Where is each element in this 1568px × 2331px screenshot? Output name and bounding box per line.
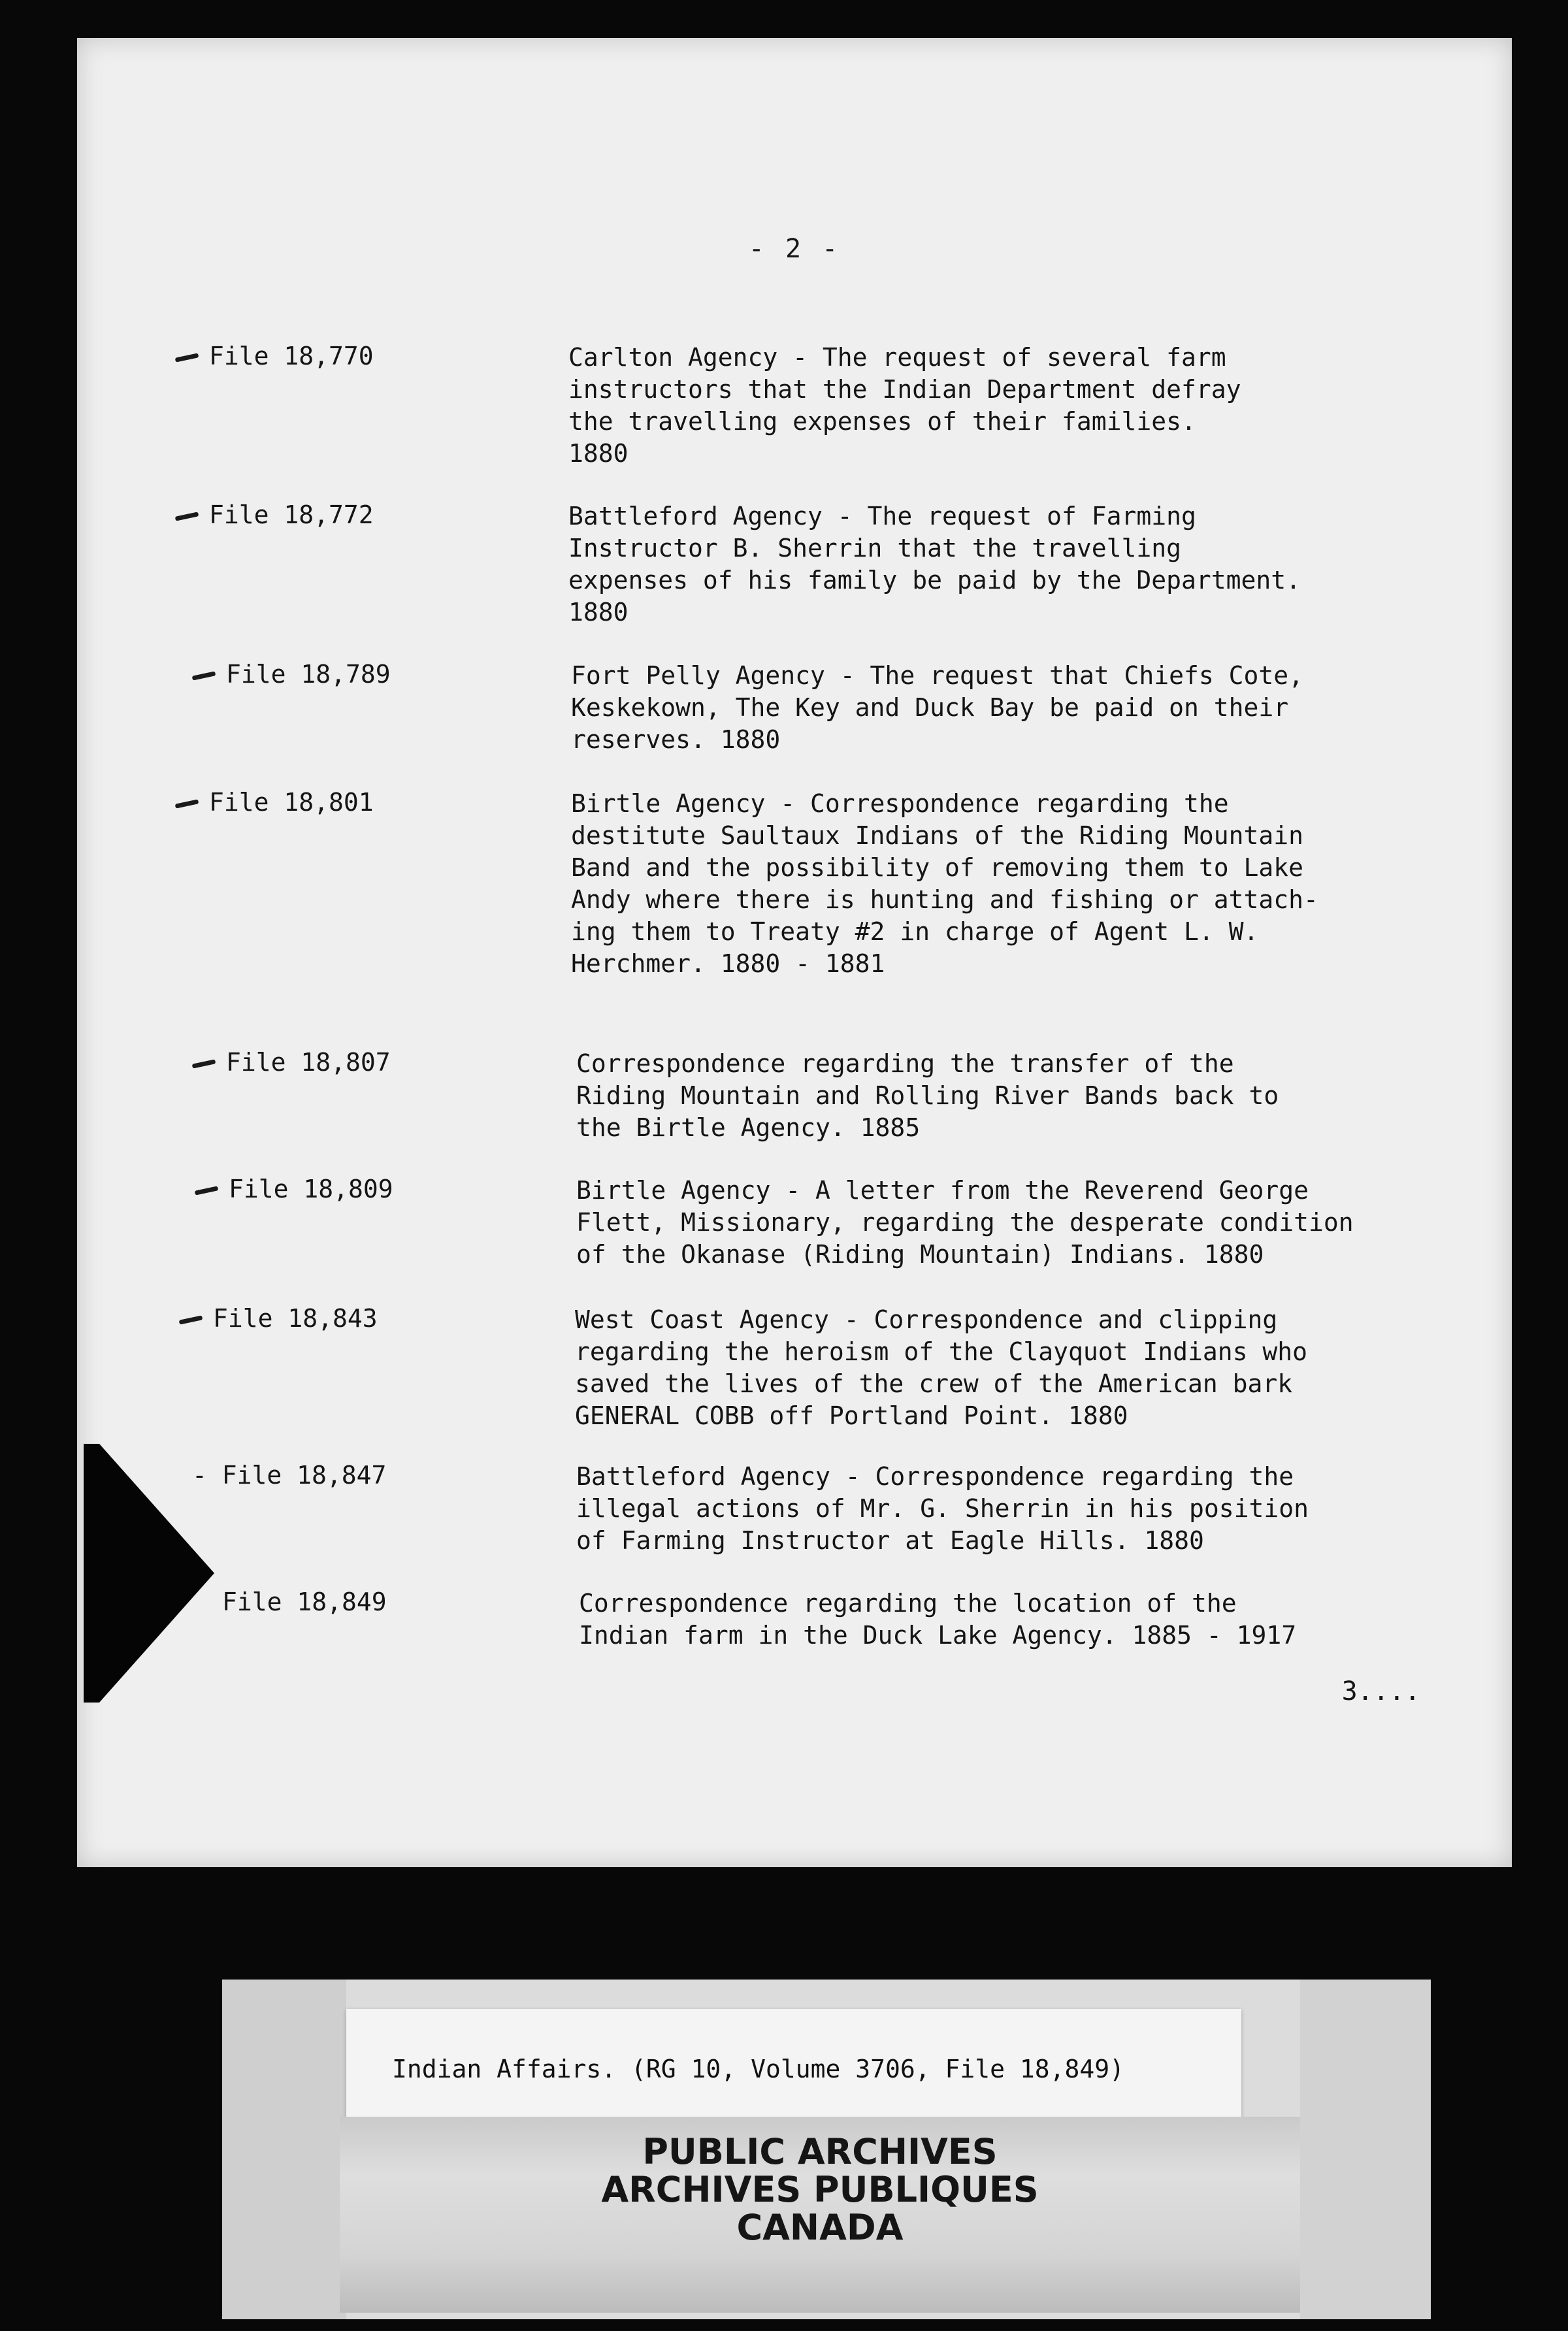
file-number-text: File 18,807 <box>226 1048 391 1077</box>
description-line: Battleford Agency - The request of Farming <box>568 502 1196 530</box>
file-description <box>576 1048 1478 1144</box>
description-line: Birtle Agency - Correspondence regarding the <box>571 789 1229 818</box>
description-line: of the Okanase (Riding Mountain) Indians. 1880 <box>576 1240 1264 1269</box>
description-line: GENERAL COBB off Portland Point. 1880 <box>575 1401 1128 1430</box>
file-description <box>575 1304 1477 1432</box>
check-mark-icon <box>192 1059 216 1068</box>
check-mark-icon <box>195 1186 219 1195</box>
file-number <box>179 1304 506 1333</box>
description-line: illegal actions of Mr. G. Sherrin in his position <box>576 1494 1309 1523</box>
description-line: 1880 <box>568 598 629 627</box>
check-mark-icon <box>175 353 199 362</box>
description-line: expenses of his family be paid by the Department. <box>568 566 1301 595</box>
description-line: reserves. 1880 <box>571 725 781 754</box>
file-number-text: File 18,772 <box>209 500 374 529</box>
file-number-text: File 18,847 <box>221 1461 387 1490</box>
stamp-line: PUBLIC ARCHIVES <box>642 2131 998 2172</box>
description-line: ing them to Treaty #2 in charge of Agent L. W. <box>571 917 1259 946</box>
file-number <box>175 342 502 370</box>
check-mark-icon <box>192 671 216 680</box>
file-description <box>579 1588 1480 1652</box>
check-mark-icon <box>175 512 199 521</box>
file-number-text: File 18,770 <box>209 342 374 370</box>
page-number: - 2 - <box>748 234 841 264</box>
description-line: West Coast Agency - Correspondence and clipping <box>575 1305 1278 1334</box>
stamp-line: ARCHIVES PUBLIQUES <box>601 2169 1039 2210</box>
file-description <box>568 342 1470 470</box>
archive-reference: Indian Affairs. (RG 10, Volume 3706, File 18,849) <box>392 2055 1125 2083</box>
description-line: instructors that the Indian Department defray <box>568 375 1241 404</box>
file-number <box>192 660 519 689</box>
file-number <box>192 1461 519 1490</box>
document-page <box>77 38 1512 1867</box>
stamp-line: CANADA <box>736 2207 904 2248</box>
description-line: Instructor B. Sherrin that the travelling <box>568 534 1181 562</box>
continued-marker: 3.... <box>1341 1676 1420 1706</box>
description-line: Herchmer. 1880 - 1881 <box>571 949 885 978</box>
file-number-text: File 18,789 <box>226 660 391 689</box>
file-number <box>195 1175 521 1203</box>
description-line: destitute Saultaux Indians of the Riding Mountain <box>571 821 1304 850</box>
file-number-text: File 18,849 <box>222 1588 387 1616</box>
file-number-text: File 18,809 <box>229 1175 393 1203</box>
description-line: Keskekown, The Key and Duck Bay be paid on their <box>571 693 1289 722</box>
file-number-text: File 18,843 <box>213 1304 378 1333</box>
check-mark-icon <box>175 799 199 808</box>
file-description <box>576 1175 1478 1271</box>
description-line: Flett, Missionary, regarding the desperate condition <box>576 1208 1354 1237</box>
archive-stamp <box>340 2133 1300 2247</box>
description-line: the travelling expenses of their families. <box>568 407 1196 436</box>
file-description <box>576 1461 1478 1557</box>
file-number-text: File 18,801 <box>209 788 374 817</box>
description-line: Indian farm in the Duck Lake Agency. 1885 - 1917 <box>579 1621 1297 1650</box>
description-line: the Birtle Agency. 1885 <box>576 1113 921 1142</box>
card-edge-left <box>222 1980 346 2319</box>
description-line: Riding Mountain and Rolling River Bands back to <box>576 1081 1279 1110</box>
card-edge-right <box>1300 1980 1431 2319</box>
description-line: regarding the heroism of the Clayquot Indians who <box>575 1337 1308 1366</box>
description-line: Birtle Agency - A letter from the Reverend George <box>576 1176 1309 1205</box>
description-line: of Farming Instructor at Eagle Hills. 1880 <box>576 1526 1204 1555</box>
file-description <box>571 788 1473 980</box>
dash-mark: - <box>192 1461 222 1490</box>
description-line: Andy where there is hunting and fishing or attach- <box>571 885 1318 914</box>
file-number <box>175 788 502 817</box>
check-mark-icon <box>179 1315 203 1324</box>
description-line: saved the lives of the crew of the American bark <box>575 1369 1293 1398</box>
file-description <box>568 500 1470 628</box>
description-line: 1880 <box>568 439 629 468</box>
file-number <box>222 1588 549 1616</box>
description-line: Band and the possibility of removing them to Lake <box>571 853 1304 882</box>
file-description <box>571 660 1473 756</box>
description-line: Carlton Agency - The request of several farm <box>568 343 1226 372</box>
file-number <box>175 500 502 529</box>
file-number <box>192 1048 519 1077</box>
description-line: Correspondence regarding the transfer of the <box>576 1049 1234 1078</box>
description-line: Correspondence regarding the location of the <box>579 1589 1237 1618</box>
description-line: Battleford Agency - Correspondence regarding the <box>576 1462 1294 1491</box>
description-line: Fort Pelly Agency - The request that Chiefs Cote, <box>571 661 1304 690</box>
